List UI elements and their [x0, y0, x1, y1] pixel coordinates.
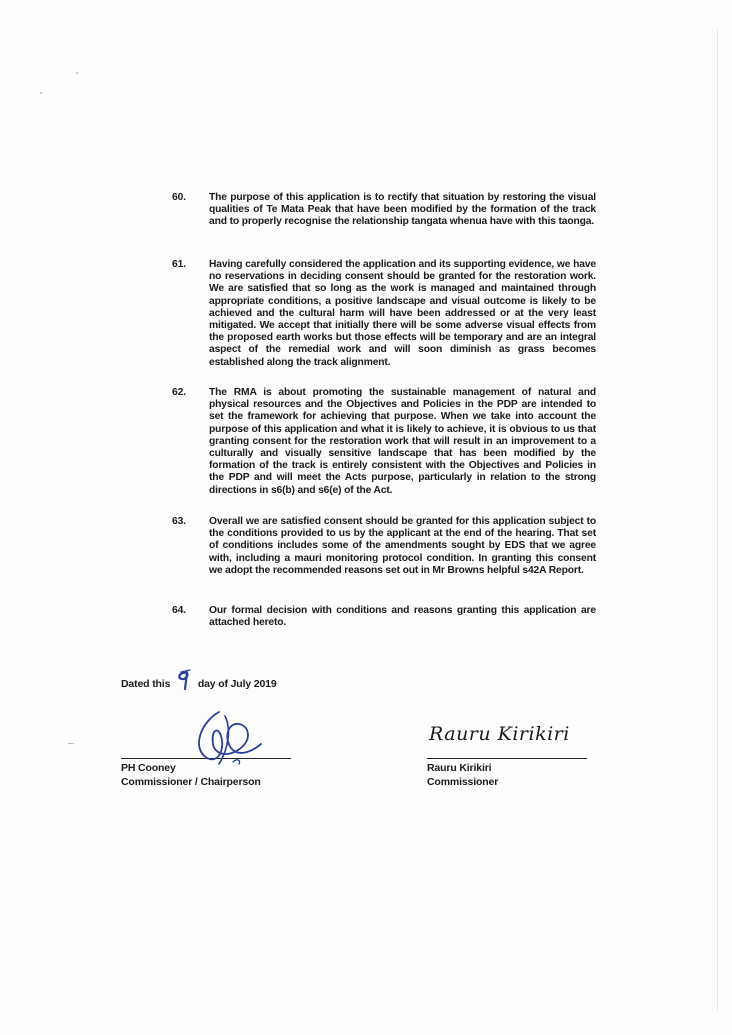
handwritten-signature: Rauru Kirikiri — [429, 723, 570, 745]
paragraph-number: 63. — [172, 516, 186, 527]
signature-scrawl — [121, 708, 291, 766]
scan-speck — [40, 92, 42, 94]
signatory-kirikiri — [427, 722, 587, 789]
signature-line — [427, 758, 587, 759]
signatory-title: Commissioner — [427, 775, 499, 788]
dated-prefix: Dated this — [121, 678, 171, 690]
paragraph-number: 61. — [172, 259, 186, 270]
paragraph-number: 64. — [172, 605, 186, 616]
paragraph-text: The purpose of this application is to rectify that situation by restoring the visual qualities of Te Mata Peak that have been modified by the formation of the track and to properly recognise the relationship tangata whenua have with this taonga. — [209, 192, 596, 228]
signature-area — [121, 708, 291, 758]
dated-line — [121, 665, 277, 690]
paragraph-text: Our formal decision with conditions and reasons granting this application are attached hereto. — [209, 605, 596, 629]
scan-speck — [76, 72, 78, 74]
paragraph-60 — [172, 192, 596, 229]
signatory-title: Commissioner / Chairperson — [121, 775, 261, 788]
handwritten-day-number — [173, 669, 195, 691]
paragraph-64 — [172, 605, 596, 629]
handwritten-day-mark — [173, 669, 195, 691]
page-edge-line — [717, 30, 718, 1010]
signatory-cooney — [121, 708, 291, 789]
paragraph-number: 60. — [172, 192, 186, 203]
paragraph-text: The RMA is about promoting the sustainable management of natural and physical resources and the Objectives and Policies in the PDP are intended to set the framework for achieving that purpose. When we take into account the purpose of this application and what it is likely to achieve, it is obvious to us that granting consent for the restoration work that will result in an improvement to a culturally and visually sensitive landscape that has been modified by the formation of the track is entirely consistent with the Objectives and Policies in the PDP and will meet the Acts purpose, particularly in relation to the strong directions in s6(b) and s6(e) of the Act. — [209, 387, 596, 496]
paragraph-text: Having carefully considered the application and its supporting evidence, we have no reservations in deciding consent should be granted for the restoration work. We are satisfied that so long as the work is managed and maintained through appropriate conditions, a positive landscape and visual outcome is likely to be achieved and the cultural harm will have been addressed or at the very least mitigated. We accept that initially there will be some adverse visual effects from the proposed earth works but those effects will be temporary and are an integral aspect of the remedial work and will soon diminish as grass becomes established along the track alignment. — [209, 259, 596, 368]
paragraph-62 — [172, 387, 596, 497]
signatory-name: PH Cooney — [121, 762, 176, 774]
scan-speck — [68, 743, 74, 744]
paragraph-text: Overall we are satisfied consent should be granted for this application subject to the conditions provided to us by the applicant at the end of the hearing. That set of conditions includes some of the amendments sought by EDS that we agree with, including a mauri monitoring protocol condition. In granting this consent we adopt the recommended reasons set out in Mr Browns helpful s42A Report. — [209, 516, 596, 576]
paragraph-61 — [172, 259, 596, 369]
paragraph-63 — [172, 516, 596, 577]
dated-suffix: day of July 2019 — [197, 678, 277, 690]
signature-area — [427, 722, 587, 758]
signatory-name: Rauru Kirikiri — [427, 762, 492, 774]
paragraph-number: 62. — [172, 387, 186, 398]
